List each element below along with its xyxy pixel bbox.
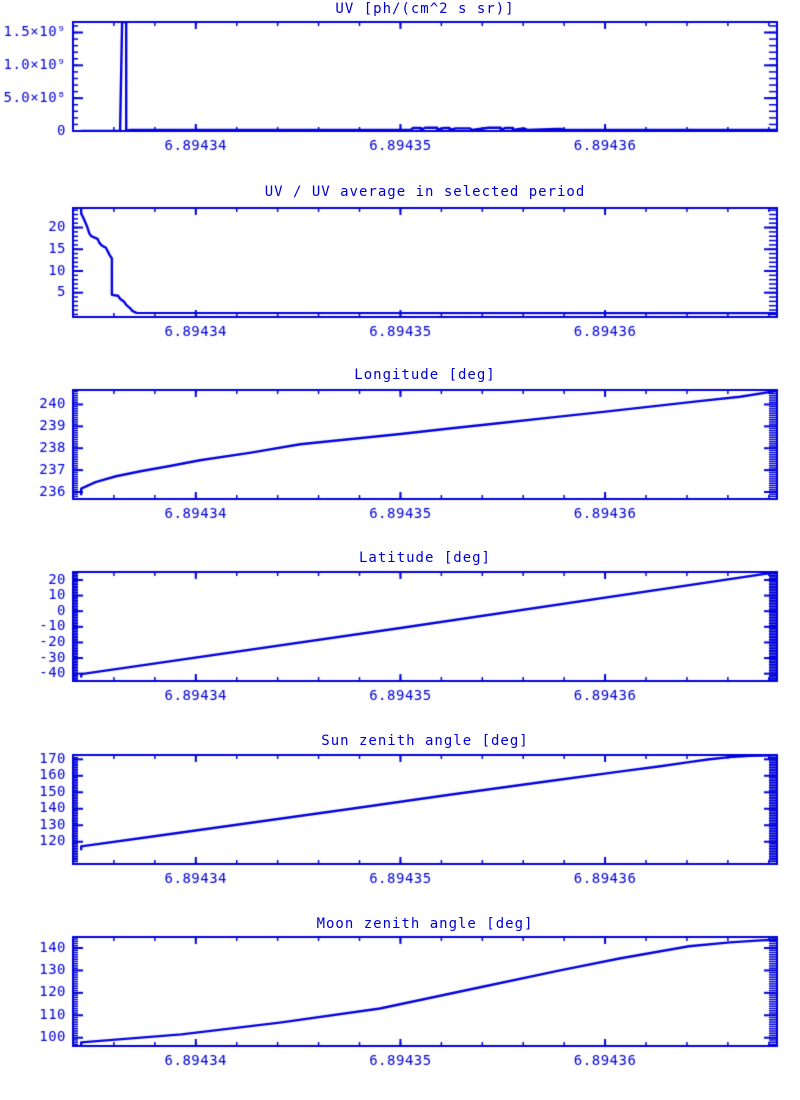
chart-uv	[0, 0, 800, 183]
chart-uv-canvas	[0, 0, 800, 183]
chart-longitude	[0, 366, 800, 549]
chart-uv-ratio-canvas	[0, 183, 800, 366]
chart-sun-zenith	[0, 732, 800, 915]
chart-longitude-canvas	[0, 366, 800, 549]
chart-moon-zenith-canvas	[0, 915, 800, 1098]
chart-moon-zenith	[0, 915, 800, 1098]
chart-latitude	[0, 549, 800, 732]
chart-sun-zenith-canvas	[0, 732, 800, 915]
chart-uv-ratio	[0, 183, 800, 366]
chart-latitude-canvas	[0, 549, 800, 732]
